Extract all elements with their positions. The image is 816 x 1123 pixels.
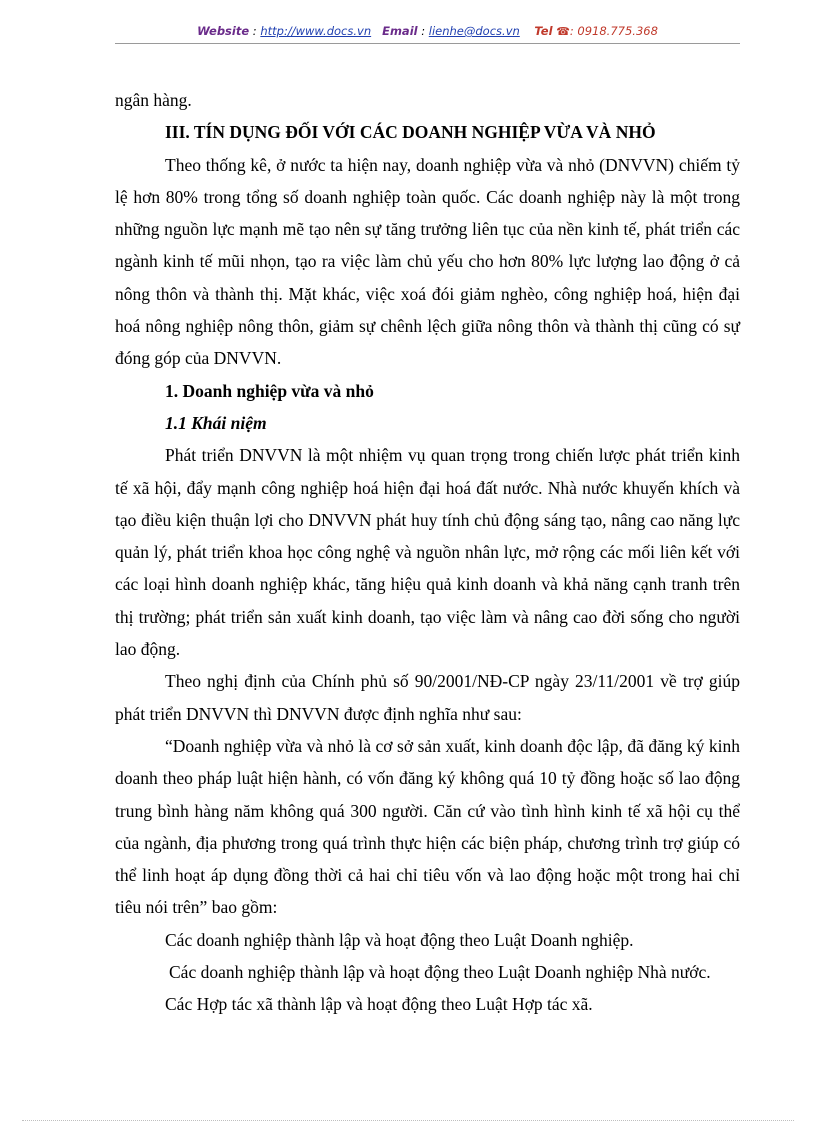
tel-number: : 0918.775.368	[569, 24, 658, 38]
paragraph: Phát triển DNVVN là một nhiệm vụ quan trọng trong chiến lược phát triển kinh tế xã hội, đẩy mạnh công nghiệp hoá hiện đại hoá đất nước. Nhà nước khuyến khích và tạo điều kiện thuận lợi cho DNVVN phát huy tính chủ động sáng tạo, nâng cao năng lực quản lý, phát triển khoa học công nghệ và nguồn nhân lực, mở rộng các mối liên kết với các loại hình doanh nghiệp khác, tăng hiệu quả kinh doanh và khả năng cạnh tranh trên thị trường; phát triển sản xuất kinh doanh, tạo việc làm và nâng cao đời sống cho người lao động.	[115, 445, 740, 660]
sub-subsection-heading: 1.1 Khái niệm	[165, 412, 267, 433]
paragraph-continuation: ngân hàng.	[115, 90, 192, 110]
list-item: Các doanh nghiệp thành lập và hoạt động theo Luật Doanh nghiệp Nhà nước.	[169, 962, 711, 983]
email-separator: :	[417, 24, 429, 38]
email-link[interactable]: lienhe@docs.vn	[428, 24, 520, 38]
website-link[interactable]: http://www.docs.vn	[260, 24, 372, 38]
paragraph: Theo nghị định của Chính phủ số 90/2001/NĐ-CP ngày 23/11/2001 về trợ giúp phát triển DNVVN thì DNVVN được định nghĩa như sau:	[115, 671, 740, 724]
subsection-heading: 1. Doanh nghiệp vừa và nhỏ	[165, 380, 374, 401]
list-item: Các Hợp tác xã thành lập và hoạt động theo Luật Hợp tác xã.	[165, 994, 593, 1015]
website-label: Website	[197, 24, 250, 38]
section-heading: III. TÍN DỤNG ĐỐI VỚI CÁC DOANH NGHIỆP VỪA VÀ NHỎ	[165, 122, 656, 143]
paragraph-quote: “Doanh nghiệp vừa và nhỏ là cơ sở sản xuất, kinh doanh độc lập, đã đăng ký kinh doanh theo pháp luật hiện hành, có vốn đăng ký không quá 10 tỷ đồng hoặc số lao động trung bình hàng năm không quá 300 người. Căn cứ vào tình hình kinh tế xã hội cụ thể của ngành, địa phương trong quá trình thực hiện các biện pháp, chương trình trợ giúp có thể linh hoạt áp dụng đồng thời cả hai chỉ tiêu vốn và lao động hoặc một trong hai chỉ tiêu nói trên” bao gồm:	[115, 735, 740, 918]
header-divider	[115, 43, 740, 44]
list-item: Các doanh nghiệp thành lập và hoạt động theo Luật Doanh nghiệp.	[165, 929, 634, 950]
website-separator: :	[249, 24, 261, 38]
tel-label: Tel	[534, 24, 553, 38]
phone-icon: ☎	[556, 25, 570, 38]
footer-divider	[22, 1120, 794, 1121]
document-body	[115, 84, 740, 1021]
email-label: Email	[382, 24, 418, 38]
paragraph: Theo thống kê, ở nước ta hiện nay, doanh nghiệp vừa và nhỏ (DNVVN) chiếm tỷ lệ hơn 80% trong tổng số doanh nghiệp toàn quốc. Các doanh nghiệp này là một trong những nguồn lực mạnh mẽ tạo nên sự tăng trưởng liên tục của nền kinh tế, phát triển các ngành kinh tế mũi nhọn, tạo ra việc làm chủ yếu cho hơn 80% lực lượng lao động ở cả nông thôn và thành thị. Mặt khác, việc xoá đói giảm nghèo, công nghiệp hoá, hiện đại hoá nông nghiệp nông thôn, giảm sự chênh lệch giữa nông thôn và thành thị cũng có sự đóng góp của DNVVN.	[115, 154, 740, 369]
page-header	[115, 24, 740, 38]
